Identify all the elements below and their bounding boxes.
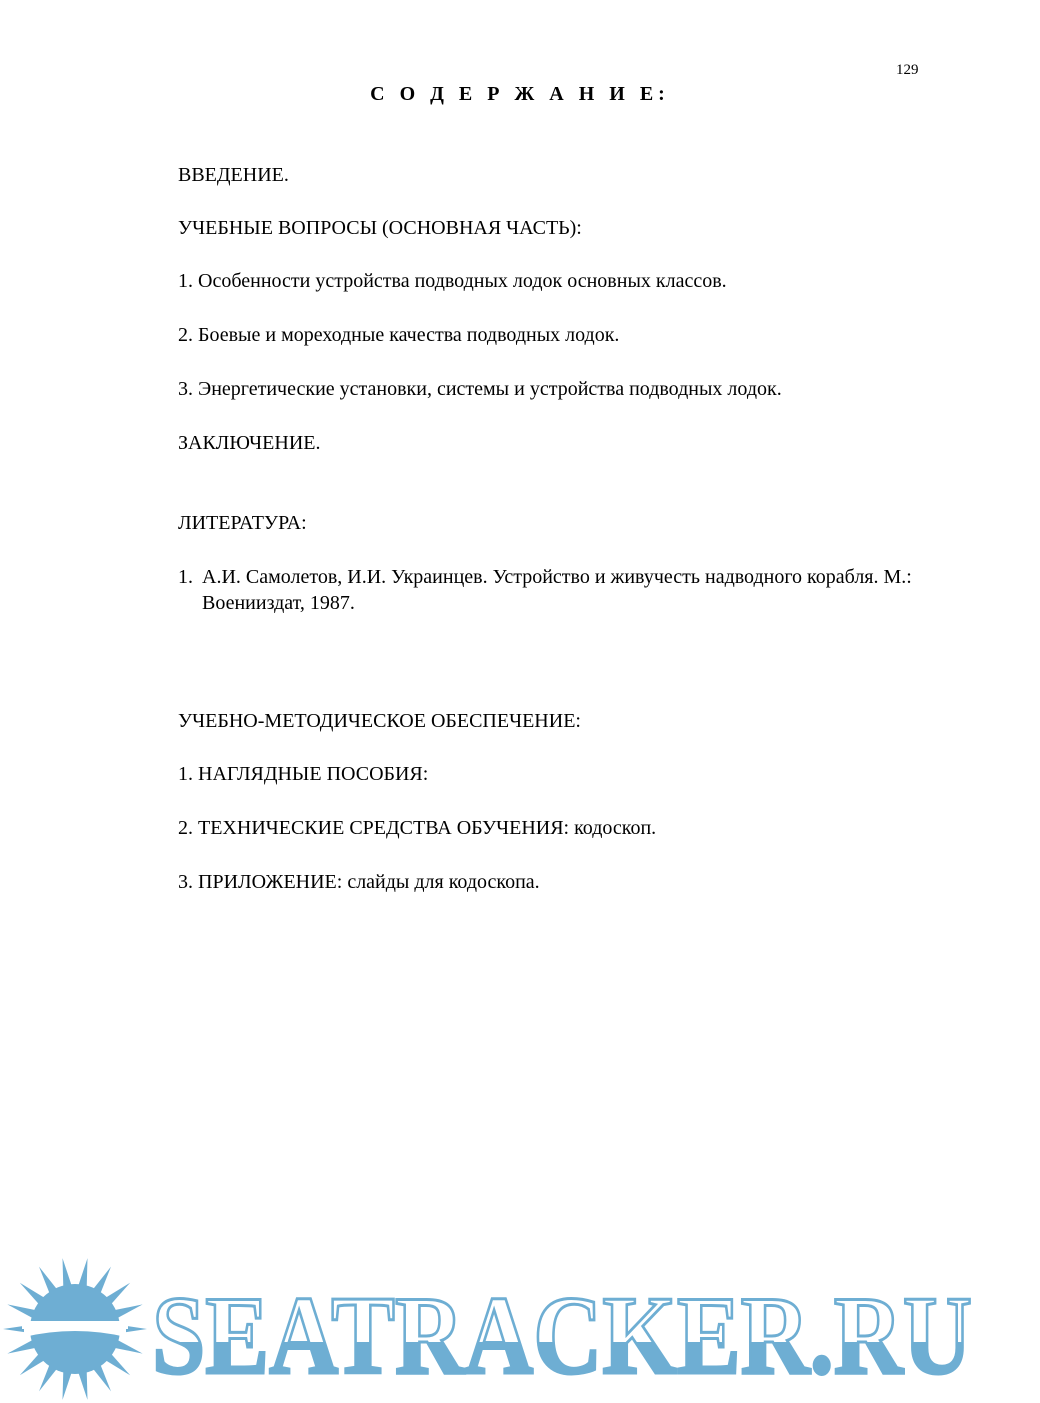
literature-heading: ЛИТЕРАТУРА: bbox=[178, 512, 307, 534]
question-item: 3. Энергетические установки, системы и устройства подводных лодок. bbox=[178, 378, 782, 400]
support-item: 3. ПРИЛОЖЕНИЕ: слайды для кодоскопа. bbox=[178, 871, 540, 893]
document-title: С О Д Е Р Ж А Н И Е: bbox=[370, 83, 670, 105]
questions-heading: УЧЕБНЫЕ ВОПРОСЫ (ОСНОВНАЯ ЧАСТЬ): bbox=[178, 217, 582, 239]
support-item: 1. НАГЛЯДНЫЕ ПОСОБИЯ: bbox=[178, 763, 429, 785]
support-heading: УЧЕБНО-МЕТОДИЧЕСКОЕ ОБЕСПЕЧЕНИЕ: bbox=[178, 710, 581, 732]
svg-text:SEATRACKER.RU: SEATRACKER.RU bbox=[152, 1274, 972, 1398]
literature-item bbox=[178, 564, 938, 616]
question-item: 1. Особенности устройства подводных лодок основных классов. bbox=[178, 270, 727, 292]
conclusion-heading: ЗАКЛЮЧЕНИЕ. bbox=[178, 432, 321, 454]
watermark bbox=[0, 1255, 991, 1403]
literature-item-text: А.И. Самолетов, И.И. Украинцев. Устройство и живучесть надводного корабля. М.: Военииздат, 1987. bbox=[202, 566, 912, 614]
question-item: 2. Боевые и мореходные качества подводных лодок. bbox=[178, 324, 620, 346]
page-number: 129 bbox=[896, 62, 919, 78]
intro-heading: ВВЕДЕНИЕ. bbox=[178, 164, 289, 186]
support-item: 2. ТЕХНИЧЕСКИЕ СРЕДСТВА ОБУЧЕНИЯ: кодоскоп. bbox=[178, 817, 657, 839]
watermark-text bbox=[0, 1255, 991, 1403]
literature-item-number: 1. bbox=[178, 566, 193, 588]
